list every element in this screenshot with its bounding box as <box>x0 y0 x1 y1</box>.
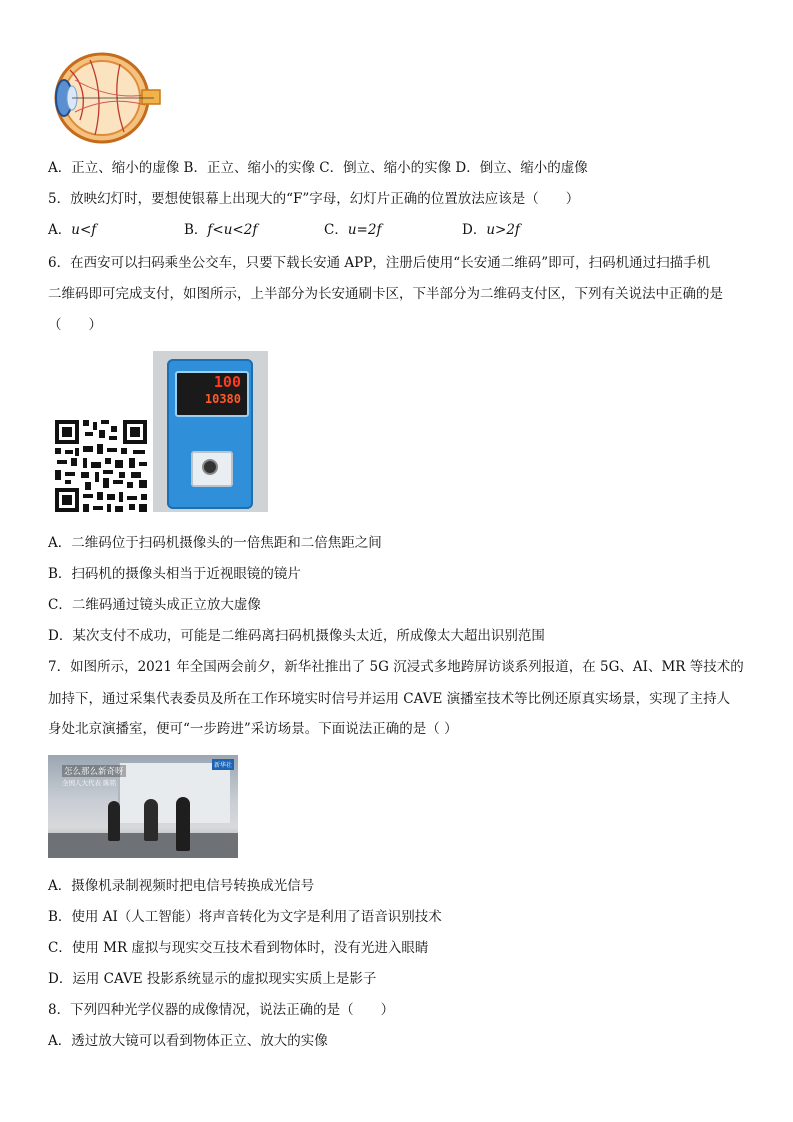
q7-stem-line1: 7．如图所示，2021 年全国两会前夕，新华社推出了 5G 沉浸式多地跨屏访谈系列报道，在 5G、AI、MR 等技术的 <box>48 659 744 675</box>
q6-stem-line1: 6．在西安可以扫码乘坐公交车，只要下载长安通 APP，注册后使用“长安通二维码”即可，扫码机通过扫描手机 <box>48 255 711 271</box>
studio-logo: 新华社 <box>212 759 234 770</box>
q5-option-a: A．u<f <box>48 222 97 238</box>
scanner-photo <box>153 351 268 512</box>
q5-stem: 5．放映幻灯时，要想使银幕上出现大的“F”字母，幻灯片正确的位置放法应该是（ ） <box>48 191 580 207</box>
person-3 <box>176 797 190 851</box>
q5-option-b: B．f<u<2f <box>184 222 258 238</box>
q5-option-d: D．u>2f <box>462 222 520 238</box>
person-1 <box>108 801 120 841</box>
q8-option-a: A．透过放大镜可以看到物体正立、放大的实像 <box>48 1033 328 1049</box>
q6-stem-line2: 二维码即可完成支付，如图所示，上半部分为长安通刷卡区，下半部分为二维码支付区，下列有关说法中正确的是 <box>48 286 723 302</box>
q6-option-a: A．二维码位于扫码机摄像头的一倍焦距和二倍焦距之间 <box>48 535 382 551</box>
q7-option-a: A．摄像机录制视频时把电信号转换成光信号 <box>48 878 315 894</box>
q6-option-d: D．某次支付不成功，可能是二维码离扫码机摄像头太近，所成像太大超出识别范围 <box>48 628 545 644</box>
q5-option-c: C．u=2f <box>324 222 382 238</box>
q7-option-b: B．使用 AI（人工智能）将声音转化为文字是利用了语音识别技术 <box>48 909 442 925</box>
studio-wall <box>118 763 230 823</box>
studio-photo <box>48 755 238 858</box>
eye-anatomy-figure <box>50 50 162 146</box>
q7-option-d: D．运用 CAVE 投影系统显示的虚拟现实实质上是影子 <box>48 971 377 987</box>
scanner-display-amount: 100 <box>213 373 241 391</box>
q4-options: A．正立、缩小的虚像 B．正立、缩小的实像 C．倒立、缩小的实像 D．倒立、缩小的虚像 <box>48 160 588 176</box>
q6-option-c: C．二维码通过镜头成正立放大虚像 <box>48 597 261 613</box>
studio-floor <box>48 833 238 858</box>
q6-option-b: B．扫码机的摄像头相当于近视眼镜的镜片 <box>48 566 301 582</box>
person-2 <box>144 799 158 841</box>
qr-code-figure <box>53 418 149 514</box>
scanner-display-balance: 10380 <box>204 392 241 406</box>
q6-stem-line3: （ ） <box>48 317 102 333</box>
q8-stem: 8．下列四种光学仪器的成像情况，说法正确的是（ ） <box>48 1002 395 1018</box>
studio-caption-sub: 全国人大代表 陈铭 <box>62 779 117 787</box>
q7-option-c: C．使用 MR 虚拟与现实交互技术看到物体时，没有光进入眼睛 <box>48 940 429 956</box>
studio-caption-main: 怎么那么新奇呀 <box>64 767 124 777</box>
q5-options <box>48 220 520 240</box>
q7-stem-line2: 加持下，通过采集代表委员及所在工作环境实时信号并运用 CAVE 演播室技术等比例还原真实场景，实现了主持人 <box>48 691 731 707</box>
q7-stem-line3: 身处北京演播室，便可“一步跨进”采访场景。下面说法正确的是（ ） <box>48 721 458 737</box>
scanner-camera-lens <box>204 461 216 473</box>
